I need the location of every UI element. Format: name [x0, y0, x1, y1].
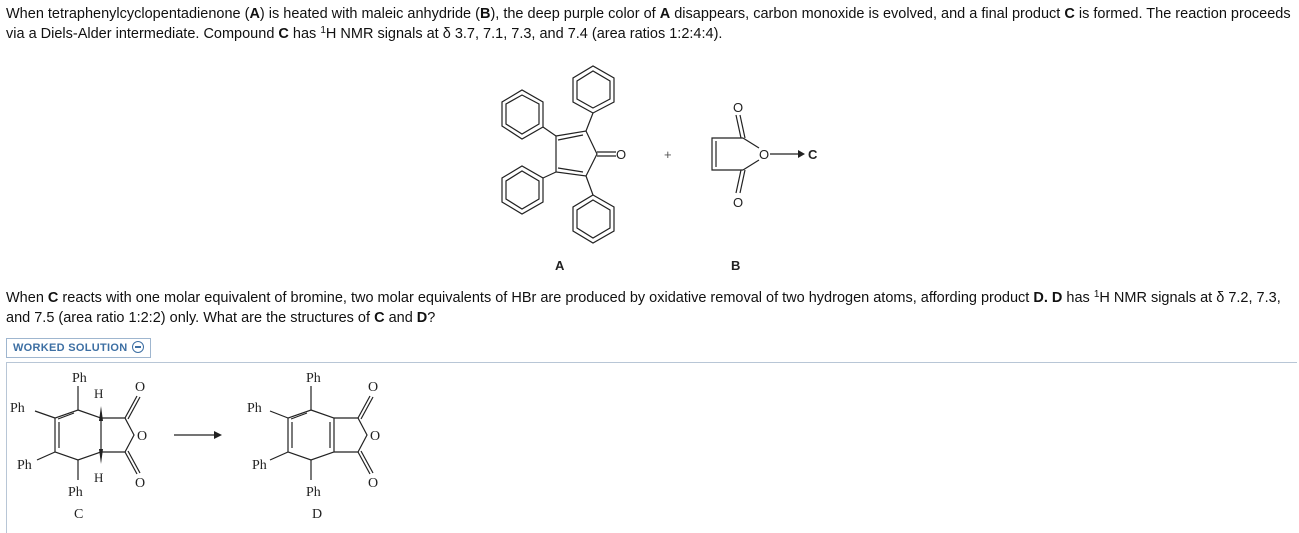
d-ph-bottom: Ph — [306, 485, 321, 500]
reaction-scheme — [480, 60, 820, 280]
structure-d — [270, 386, 373, 480]
structure-d-label: D — [312, 507, 323, 522]
phenyl-ring — [573, 195, 614, 243]
maleic-anhydride — [712, 115, 759, 193]
d-o-ring: O — [370, 429, 381, 444]
structure-c — [35, 386, 140, 480]
phenyl-ring — [573, 66, 614, 113]
label-a: A — [555, 258, 565, 273]
d-ph-top: Ph — [306, 371, 321, 386]
question-paragraph-2: When C reacts with one molar equivalent of bromine, two molar equivalents of HBr are produced by oxidative removal of two hydrogen atoms, affording product D. D has $^1$H NMR signals at δ 7.2, 7.3, and 7.5 (area ratio 1:2:2) only. What are the structures of C and D? — [6, 289, 1281, 326]
anhydride-oxygen-top: O — [733, 100, 744, 115]
c-ph-bottom: Ph — [68, 485, 83, 500]
phenyl-ring — [502, 166, 543, 214]
c-ph-left-upper: Ph — [10, 401, 25, 416]
c-o-top: O — [135, 380, 146, 395]
c-o-ring: O — [137, 429, 148, 444]
anhydride-ring-oxygen: O — [759, 147, 770, 162]
collapse-icon — [132, 341, 144, 353]
structure-c-label: C — [74, 507, 84, 522]
d-ph-left-lower: Ph — [252, 458, 267, 473]
worked-solution-label: WORKED SOLUTION — [13, 342, 128, 354]
d-o-top: O — [368, 380, 379, 395]
c-o-bottom: O — [135, 476, 146, 491]
worked-solution-scheme — [0, 362, 420, 526]
plus-sign: + — [664, 147, 672, 162]
anhydride-oxygen-bottom: O — [733, 195, 744, 210]
d-ph-left-upper: Ph — [247, 401, 262, 416]
product-label-c: C — [808, 147, 818, 162]
c-ph-top: Ph — [72, 371, 87, 386]
label-b: B — [731, 258, 741, 273]
phenyl-ring — [502, 90, 543, 139]
d-o-bottom: O — [368, 476, 379, 491]
question-paragraph-1: When tetraphenylcyclopentadienone (A) is heated with maleic anhydride (B), the deep purple color of A disappears, carbon monoxide is evolved, and a final product C is formed. The reaction proceeds via a Diels-Alder intermediate. Compound C has $^1$H NMR signals at δ 3.7, 7.1, 7.3, and 7.4 (area ratios 1:2:4:4). — [6, 6, 1291, 42]
c-h-bottom: H — [94, 470, 104, 485]
worked-solution-button[interactable] — [6, 338, 151, 358]
c-ph-left-lower: Ph — [17, 458, 32, 473]
carbonyl-oxygen: O — [616, 147, 627, 162]
c-h-top: H — [94, 386, 104, 401]
